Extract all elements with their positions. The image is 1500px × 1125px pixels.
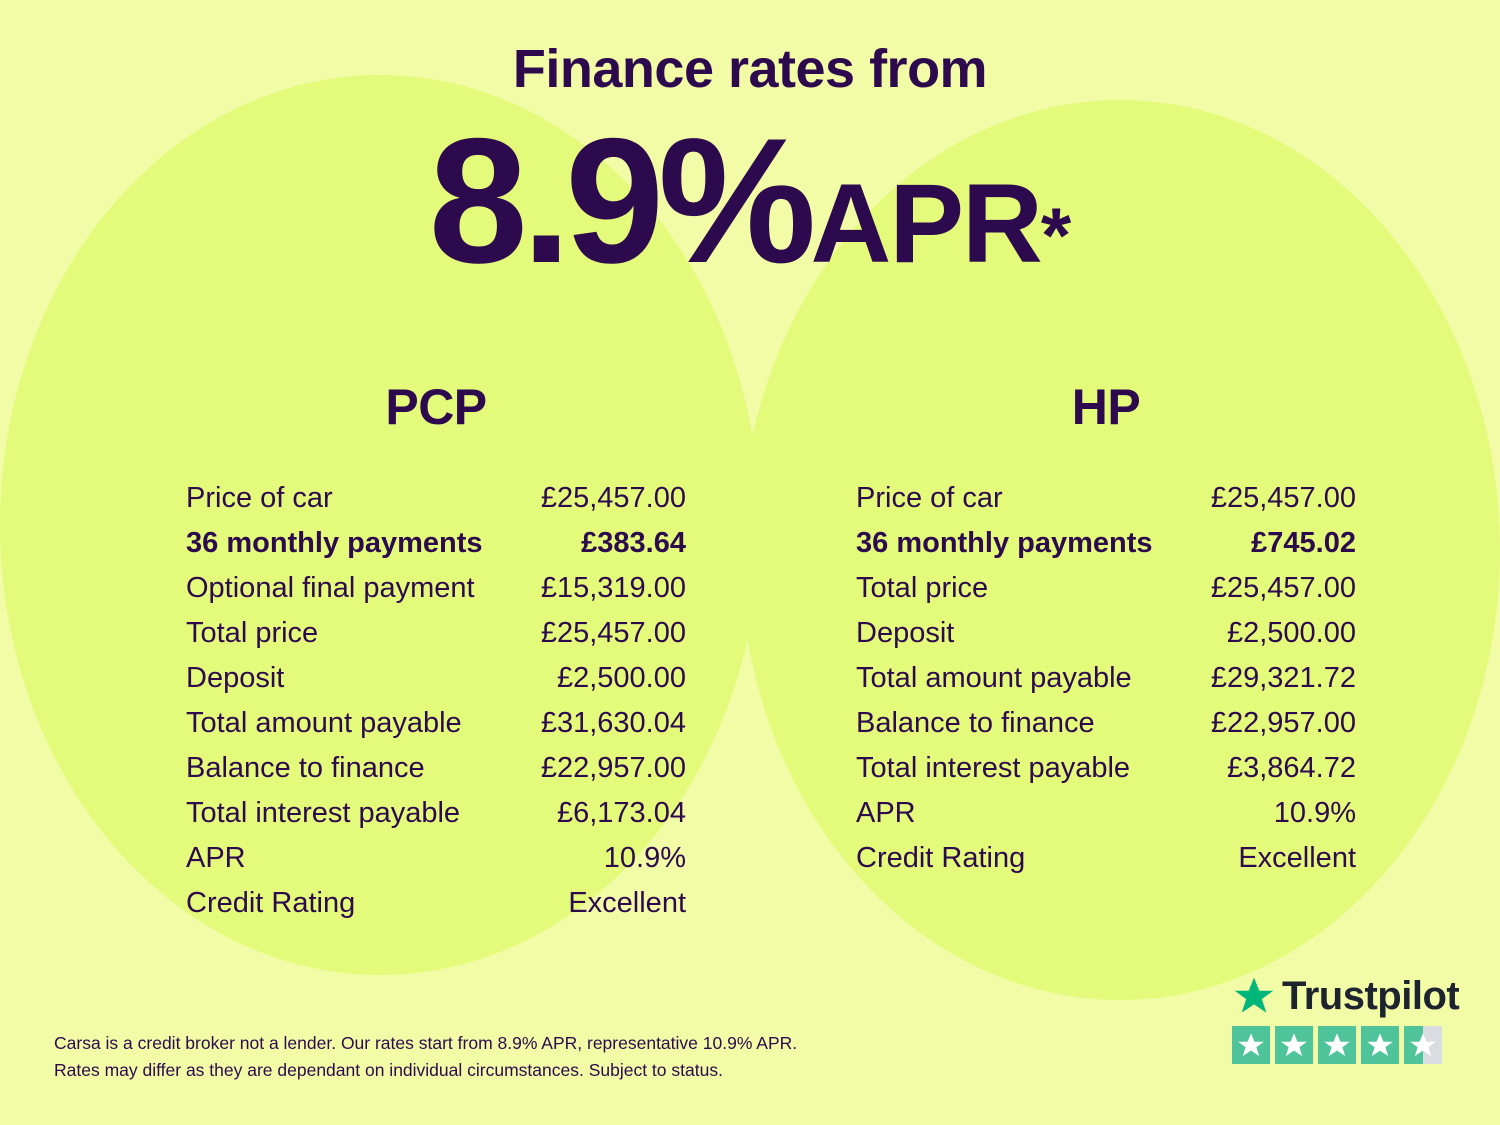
row-value: Excellent [568, 887, 686, 919]
finance-column-hp [856, 378, 1356, 881]
star-icon-4 [1361, 1026, 1399, 1064]
table-row [186, 476, 686, 521]
table-row [856, 566, 1356, 611]
row-label: Total amount payable [186, 707, 462, 739]
row-label: Total interest payable [186, 797, 461, 829]
table-row [186, 521, 686, 566]
row-value: £25,457.00 [540, 482, 686, 514]
row-value: £31,630.04 [540, 707, 686, 739]
row-label: Credit Rating [856, 842, 1026, 874]
table-row [856, 611, 1356, 656]
table-row [856, 476, 1356, 521]
row-label: Credit Rating [186, 887, 356, 919]
disclaimer-line-1: Carsa is a credit broker not a lender. Our rates start from 8.9% APR, representative 10.9% APR. [54, 1033, 798, 1053]
table-row [186, 611, 686, 656]
table-row [186, 701, 686, 746]
table-row [186, 836, 686, 881]
row-value: £25,457.00 [1210, 482, 1356, 514]
finance-table-pcp [186, 476, 686, 926]
row-label: 36 monthly payments [856, 527, 1153, 559]
row-value: 10.9% [1273, 797, 1356, 829]
row-value: 10.9% [603, 842, 686, 874]
row-value: Excellent [1238, 842, 1356, 874]
row-value: £22,957.00 [1210, 707, 1356, 739]
page-title: Finance rates from [512, 39, 988, 99]
rate-unit: APR [810, 161, 1041, 286]
disclaimer [54, 1030, 874, 1084]
row-value: £15,319.00 [540, 572, 686, 604]
row-value: £2,500.00 [556, 662, 686, 694]
table-row [186, 566, 686, 611]
table-row [186, 746, 686, 791]
rate-value: 8.9% [428, 101, 811, 300]
row-label: Price of car [856, 482, 1003, 514]
row-value: £2,500.00 [1226, 617, 1356, 649]
table-row [856, 836, 1356, 881]
row-value: £25,457.00 [1210, 572, 1356, 604]
finance-column-pcp [186, 378, 686, 926]
row-label: Deposit [186, 662, 285, 694]
table-row [856, 656, 1356, 701]
table-row [856, 701, 1356, 746]
trustpilot-star-icon [1232, 975, 1276, 1017]
trustpilot-logo [1232, 974, 1460, 1018]
table-row [856, 521, 1356, 566]
table-row [186, 791, 686, 836]
rate-asterisk: * [1040, 191, 1072, 279]
row-label: Deposit [856, 617, 955, 649]
star-icon-1 [1232, 1026, 1270, 1064]
row-value: £25,457.00 [540, 617, 686, 649]
row-value: £29,321.72 [1210, 662, 1356, 694]
row-value: £22,957.00 [540, 752, 686, 784]
row-label: APR [186, 842, 246, 874]
star-icon-5-half [1404, 1026, 1442, 1064]
row-label: Price of car [186, 482, 333, 514]
row-label: Total price [186, 617, 319, 649]
table-row [186, 656, 686, 701]
column-title-pcp: PCP [385, 379, 487, 435]
trustpilot-stars [1232, 1026, 1452, 1064]
row-label: 36 monthly payments [186, 527, 483, 559]
star-icon-3 [1318, 1026, 1356, 1064]
table-row [856, 791, 1356, 836]
row-value: £3,864.72 [1226, 752, 1356, 784]
star-icon-2 [1275, 1026, 1313, 1064]
row-label: Total interest payable [856, 752, 1131, 784]
table-row [186, 881, 686, 926]
row-value: £383.64 [581, 527, 686, 559]
row-label: Balance to finance [186, 752, 425, 784]
disclaimer-line-2: Rates may differ as they are dependant on individual circumstances. Subject to status. [54, 1060, 723, 1080]
column-title-hp: HP [1071, 379, 1141, 435]
row-label: APR [856, 797, 916, 829]
row-label: Balance to finance [856, 707, 1095, 739]
row-label: Total amount payable [856, 662, 1132, 694]
trustpilot-rating [1232, 974, 1460, 1064]
row-value: £6,173.04 [556, 797, 686, 829]
rate-headline [0, 101, 1500, 300]
row-value: £745.02 [1251, 527, 1356, 559]
trustpilot-wordmark: Trustpilot [1282, 974, 1460, 1018]
row-label: Optional final payment [186, 572, 475, 604]
row-label: Total price [856, 572, 989, 604]
table-row [856, 746, 1356, 791]
finance-table-hp [856, 476, 1356, 881]
